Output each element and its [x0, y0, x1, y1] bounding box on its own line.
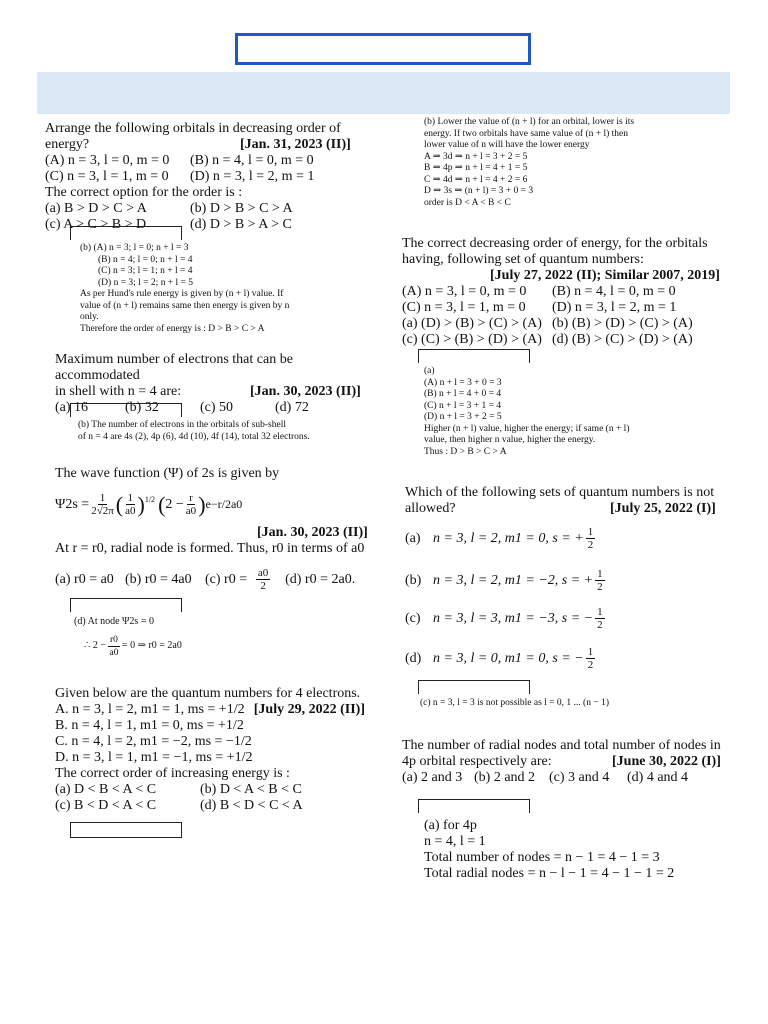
solution-1: (b) (A) n = 3; l = 0; n + l = 3 (B) n = 4; l = 0; n + l = 4 (C) n = 3; l = 1; n + l = 4 (D) n = 3; l = 2; n + l = 5 As per Hund's rule energy is given by (n + l) value. If value of (n + l) remains same then energy is given by n only. Therefore the order of energy is : D > B > C > A — [80, 243, 290, 334]
solution-5: (a) (A) n + l = 3 + 0 = 3 (B) n + l = 4 + 0 = 4 (C) n + l = 3 + 1 = 4 (D) n + l = 3 + 2 = 5 Higher (n + l) value, higher the energy; if same (n + l) value, then higher n value, higher the energy. Thus : D > B > C > A — [424, 366, 630, 457]
question-6-choice-d: (d) n = 3, l = 0, m1 = 0, s = − $\frac{1}{2}$ — [405, 646, 594, 671]
answer-box — [418, 799, 530, 813]
solution-3: (d) At node Ψ2s = 0 ∴ 2 − $\frac{r0}{a0}$ = 0 ⇒ r0 = 2a0 — [74, 616, 182, 658]
answer-box — [418, 680, 530, 694]
solution-2: (b) The number of electrons in the orbitals of sub-shell of n = 4 are 4s (2), 4p (6), 4d (10), 4f (14), total 32 electrons. — [78, 420, 310, 442]
wave-function-equation: Ψ2s = $\frac{1}{2√2\pi}$ ( $\frac{1}{a0}$ ) $^{1/2}$ ( 2 − $\frac{r}{a0}$ ) e−r/2a0 — [55, 492, 243, 517]
question-1: Arrange the following orbitals in decreasing order of energy? [Jan. 31, 2023 (II)] (A) n = 3, l = 0, m = 0 (B) n = 4, l = 0, m = 0 (C) n = 3, l = 1, m = 0 (D) n = 3, l = 2, m = 1 The correct option for the order is : (a) B > D > C > A (b) D > B > C > A (c) A > C > B > D (d) D > B > A > C — [45, 121, 351, 232]
question-5: The correct decreasing order of energy, for the orbitals having, following set of quantum numbers: [July 27, 2022 (II); Similar 2007, 2019] (A) n = 3, l = 0, m = 0 (B) n = 4, l = 0, m = 0 (C) n = 3, l = 1, m = 0 (D) n = 3, l = 2, m = 1 (a) (D) > (B) > (C) > (A) (b) (B) > (D) > (C) > (A) (c) (C) > (B) > (D) > (A) (d) (B) > (C) > (D) > (A) — [402, 236, 720, 347]
question-3: The wave function (Ψ) of 2s is given by Ψ2s = $\frac{1}{2√2\pi}$ ( $\frac{1}{a0}$ ) $^{1/2}$ ( 2 − $\frac{r}{a0}$ ) e−r/2a0 [Jan. 30, 2023 (II)] At r = r0, radial node is formed. Thus, r0 in terms of a0 (a) r0 = a0 (b) r0 = 4a0 (c) r0 = $\frac{a0}{2}$ (d) r0 = 2a0. — [55, 466, 368, 592]
question-6-choice-b: (b) n = 3, l = 2, m1 = −2, s = + $\frac{1}{2}$ — [405, 568, 603, 593]
header-title-box — [235, 33, 531, 65]
question-7: The number of radial nodes and total number of nodes in 4p orbital respectively are: [June 30, 2022 (I)] (a) 2 and 3 (b) 2 and 2 (c) 3 and 4 (d) 4 and 4 — [402, 738, 721, 785]
answer-box — [70, 226, 182, 240]
solution-6: (c) n = 3, l = 3 is not possible as l = 0, 1 ... (n − 1) — [420, 698, 609, 708]
question-4: Given below are the quantum numbers for 4 electrons. A. n = 3, l = 2, m1 = 1, ms = +1/2 [July 29, 2022 (II)] B. n = 4, l = 1, m1 = 0, ms = +1/2 C. n = 4, l = 2, m1 = −2, ms = −1/2 D. n = 3, l = 1, m1 = −1, ms = +1/2 The correct order of increasing energy is : (a) D < B < A < C (b) D < A < B < C (c) B < D < A < C (d) B < D < C < A — [55, 686, 365, 813]
answer-box — [418, 349, 530, 363]
question-6-choice-c: (c) n = 3, l = 3, m1 = −3, s = − $\frac{1}{2}$ — [405, 606, 603, 631]
solution-continued: (b) Lower the value of (n + l) for an orbital, lower is its energy. If two orbitals have same value of (n + l) then lower value of n will have the lower energy A ⇒ 3d ⇒ n + l = 3 + 2 = 5 B ⇒ 4p ⇒ n + l = 4 + 1 = 5 C ⇒ 4d ⇒ n + l = 4 + 2 = 6 D ⇒ 3s ⇒ (n + l) = 3 + 0 = 3 order is D < A < B < C — [424, 117, 635, 208]
question-6-choice-a: (a) n = 3, l = 2, m1 = 0, s = + $\frac{1}{2}$ — [405, 526, 594, 551]
question-6: Which of the following sets of quantum numbers is not allowed? [July 25, 2022 (I)] — [405, 485, 716, 516]
solution-7: (a) for 4p n = 4, l = 1 Total number of nodes = n − 1 = 4 − 1 = 3 Total radial nodes = n − l − 1 = 4 − 1 − 1 = 2 — [424, 818, 675, 881]
header-band — [37, 72, 730, 114]
answer-box — [70, 403, 182, 417]
answer-box — [70, 822, 182, 838]
answer-box — [70, 598, 182, 612]
question-2: Maximum number of electrons that can be accommodated in shell with n = 4 are: [Jan. 30, 2023 (II)] (a) 16 (b) 32 (c) 50 (d) 72 — [55, 352, 361, 415]
